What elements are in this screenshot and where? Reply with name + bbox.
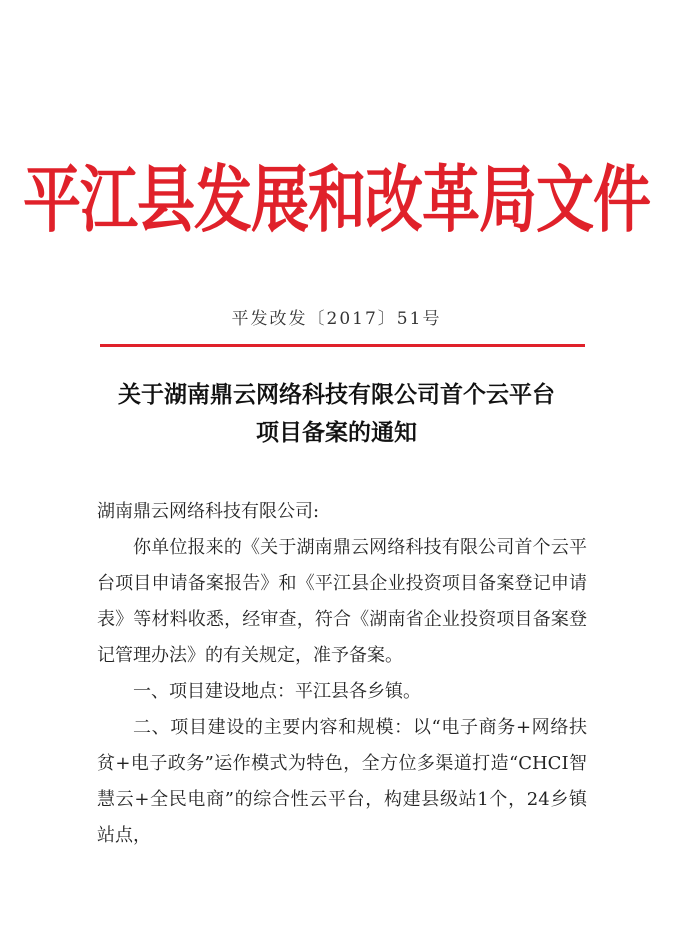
issuing-authority-title: 平江县发展和改革局文件 (22, 157, 650, 243)
document-number: 平发改发〔2017〕51号 (231, 309, 442, 329)
body-item-2: 二、项目建设的主要内容和规模：以“电子商务+网络扶贫+电子政务”运作模式为特色，全方位多渠道打造“CHCI智慧云+全民电商”的综合性云平台，构建县级站1个，24乡镇站点， (97, 717, 587, 846)
body-item-1: 一、项目建设地点：平江县各乡镇。 (133, 681, 421, 702)
subject-line-1: 关于湖南鼎云网络科技有限公司首个云平台 (118, 381, 555, 408)
document-body (97, 494, 587, 854)
body-paragraph-1: 你单位报来的《关于湖南鼎云网络科技有限公司首个云平台项目申请备案报告》和《平江县企业投资项目备案登记申请表》等材料收悉，经审查，符合《湖南省企业投资项目备案登记管理办法》的有关规定，准予备案。 (97, 537, 587, 666)
salutation: 湖南鼎云网络科技有限公司: (97, 501, 320, 522)
subject-line-2: 项目备案的通知 (256, 419, 417, 446)
red-divider-line (100, 344, 585, 347)
document-subject (0, 376, 673, 452)
